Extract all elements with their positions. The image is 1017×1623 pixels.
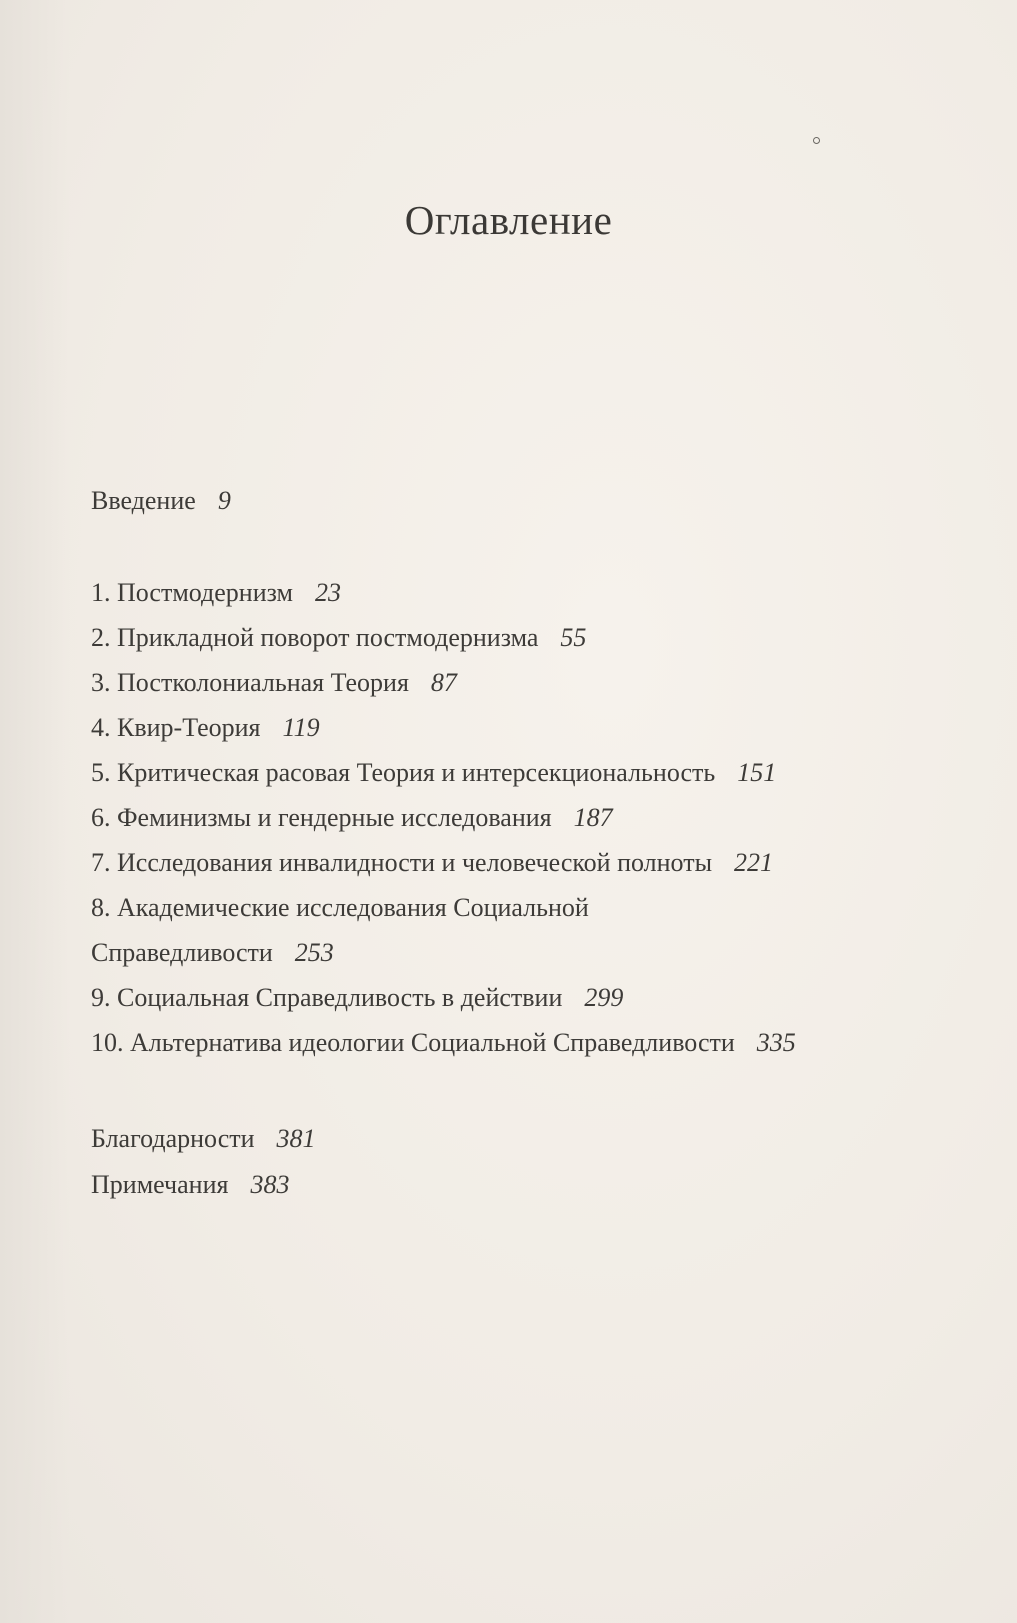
toc-entry-page: 381 [276, 1124, 316, 1153]
toc-entry-acknowledgements [91, 1124, 316, 1154]
toc-entry-notes [91, 1170, 289, 1200]
toc-entry-label: 10. Альтернатива идеологии Социальной Справедливости [91, 1028, 735, 1057]
toc-entry-page: 335 [756, 1028, 796, 1057]
toc-entry-label: Примечания [91, 1170, 229, 1199]
toc-entry-page: 253 [294, 938, 334, 967]
toc-entry-label: Благодарности [91, 1124, 255, 1153]
toc-entry-page: 119 [282, 713, 320, 742]
toc-entry-label: 1. Постмодернизм [91, 578, 293, 607]
toc-entry-label: 5. Критическая расовая Теория и интерсекциональность [91, 758, 716, 787]
toc-entry-page: 299 [584, 983, 624, 1012]
toc-entry-chapter-9 [91, 983, 623, 1013]
toc-entry-label: 3. Постколониальная Теория [91, 668, 409, 697]
toc-entry-chapter-1 [91, 578, 341, 608]
page-title: Оглавление [404, 197, 613, 243]
toc-entry-page: 187 [573, 803, 613, 832]
toc-entry-page: 221 [734, 848, 774, 877]
toc-entry-label: 8. Академические исследования Социальной [91, 893, 589, 922]
toc-entry-page: 383 [250, 1170, 290, 1199]
toc-entry-chapter-8 [91, 893, 589, 923]
toc-entry-chapter-3 [91, 668, 457, 698]
toc-entry-intro [91, 486, 231, 516]
toc-entry-chapter-7 [91, 848, 773, 878]
toc-entry-page: 9 [217, 486, 231, 515]
toc-entry-label: 6. Феминизмы и гендерные исследования [91, 803, 552, 832]
toc-entry-page: 87 [430, 668, 457, 697]
toc-entry-label: 9. Социальная Справедливость в действии [91, 983, 563, 1012]
toc-entry-chapter-8-cont [91, 938, 334, 968]
toc-entry-page: 23 [314, 578, 341, 607]
toc-entry-page: 55 [560, 623, 587, 652]
toc-entry-chapter-4 [91, 713, 320, 743]
toc-entry-page: 151 [737, 758, 777, 787]
toc-entry-label-cont: Справедливости [91, 938, 273, 967]
paper-speck [813, 137, 820, 144]
toc-entry-chapter-2 [91, 623, 586, 653]
toc-entry-chapter-5 [91, 758, 776, 788]
toc-entry-chapter-6 [91, 803, 613, 833]
toc-entry-label: Введение [91, 486, 196, 515]
toc-entry-label: 4. Квир-Теория [91, 713, 261, 742]
toc-entry-chapter-10 [91, 1028, 796, 1058]
toc-entry-label: 2. Прикладной поворот постмодернизма [91, 623, 539, 652]
toc-entry-label: 7. Исследования инвалидности и человеческой полноты [91, 848, 713, 877]
